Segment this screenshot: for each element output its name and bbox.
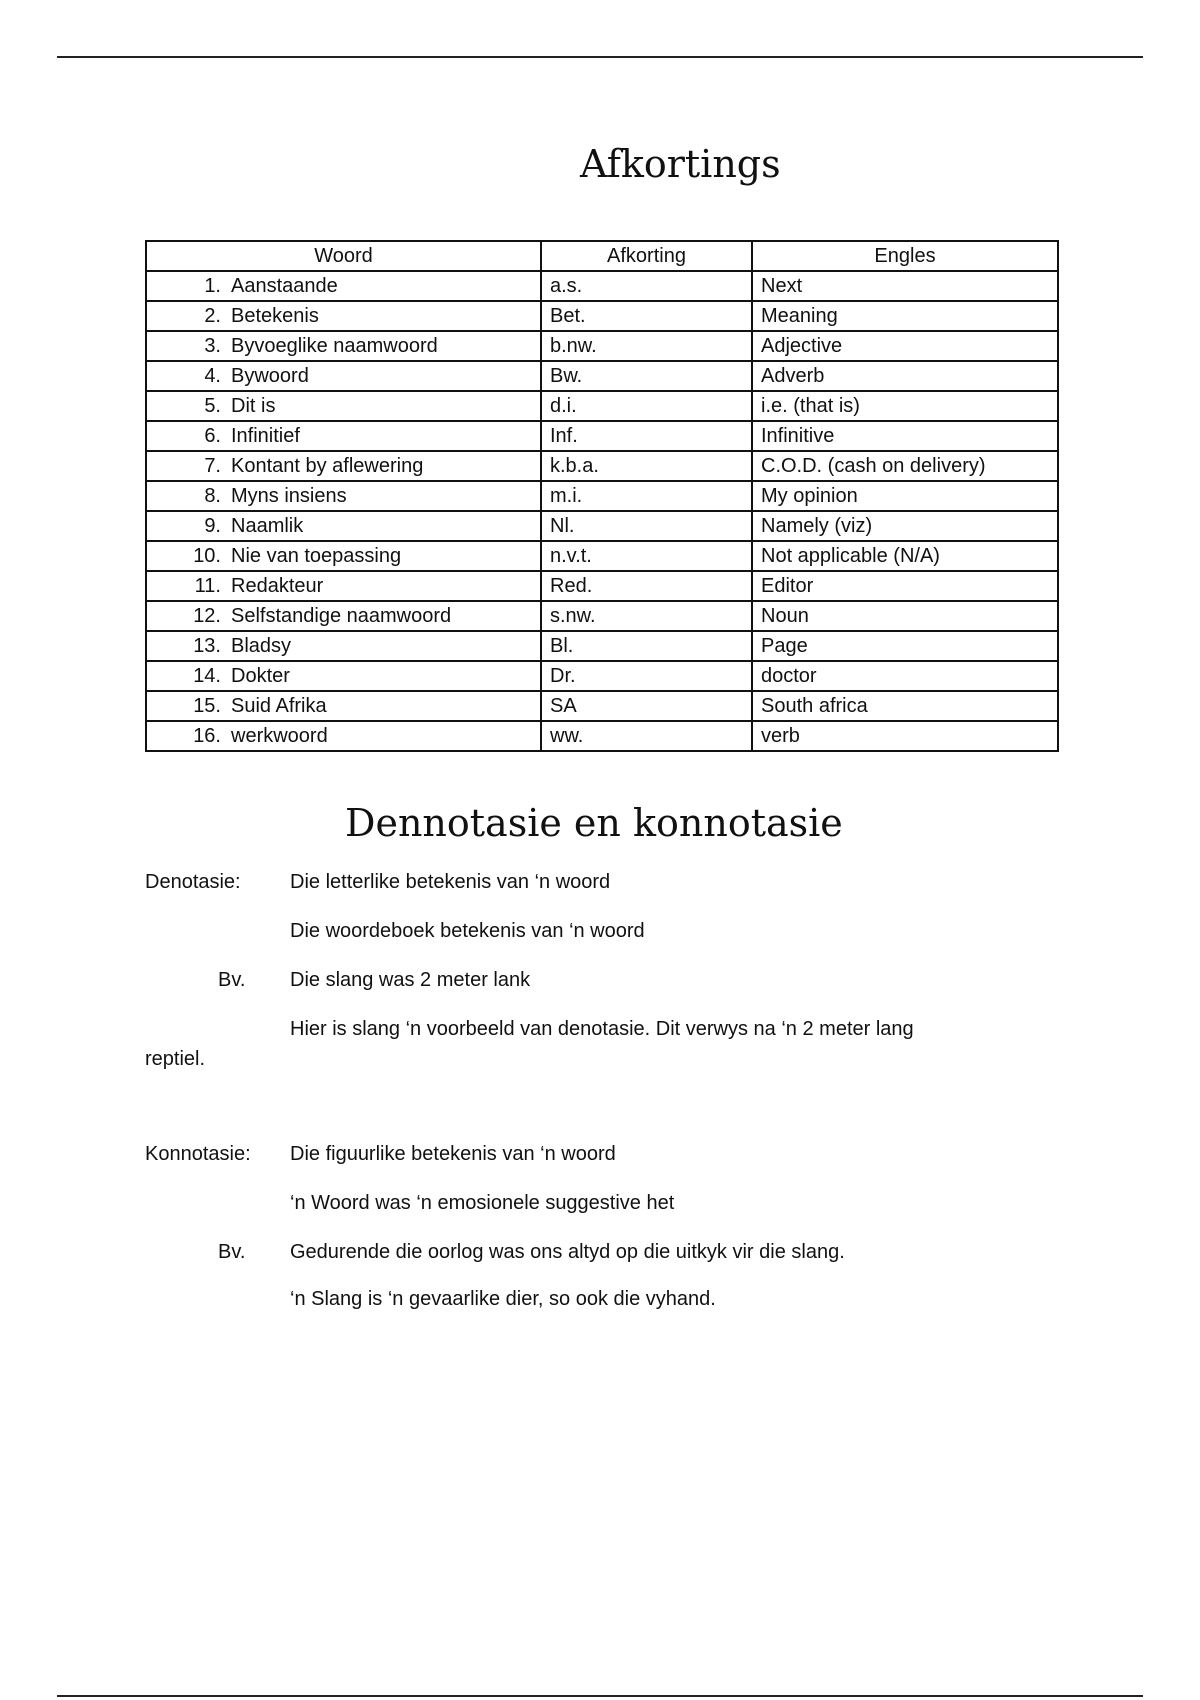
table-body xyxy=(146,271,1058,751)
woord-text: Bladsy xyxy=(231,634,292,657)
row-number: 2. xyxy=(204,304,221,327)
cell-afkorting: Bw. xyxy=(541,361,752,391)
cell-engles: Namely (viz) xyxy=(752,511,1058,541)
denotasie-bv-label: Bv. xyxy=(218,969,246,991)
denotasie-line-1: Die letterlike betekenis van ‘n woord xyxy=(290,871,611,893)
denotasie-explanation-cont: reptiel. xyxy=(145,1048,206,1070)
konnotasie-label: Konnotasie: xyxy=(145,1143,251,1165)
table-row xyxy=(146,421,1058,451)
cell-woord xyxy=(146,631,541,661)
cell-woord xyxy=(146,601,541,631)
denotasie-example: Die slang was 2 meter lank xyxy=(290,969,531,991)
cell-afkorting: m.i. xyxy=(541,481,752,511)
cell-engles: Editor xyxy=(752,571,1058,601)
row-number: 9. xyxy=(204,514,221,537)
row-number: 3. xyxy=(204,334,221,357)
denotasie-explanation: Hier is slang ‘n voorbeeld van denotasie. Dit verwys na ‘n 2 meter lang xyxy=(290,1018,914,1040)
afkortings-title: Afkortings xyxy=(580,142,781,186)
row-number: 13. xyxy=(193,634,221,657)
cell-woord xyxy=(146,541,541,571)
cell-engles: My opinion xyxy=(752,481,1058,511)
cell-woord xyxy=(146,661,541,691)
table-row xyxy=(146,451,1058,481)
woord-text: Dokter xyxy=(231,664,290,687)
table-row xyxy=(146,691,1058,721)
table-row xyxy=(146,301,1058,331)
denotasie-label: Denotasie: xyxy=(145,871,241,893)
row-number: 16. xyxy=(193,724,221,747)
table-row xyxy=(146,541,1058,571)
table-header-row xyxy=(146,241,1058,271)
woord-text: Suid Afrika xyxy=(231,694,327,717)
cell-woord xyxy=(146,721,541,751)
woord-text: Dit is xyxy=(231,394,276,417)
table-row xyxy=(146,631,1058,661)
woord-text: Aanstaande xyxy=(231,274,338,297)
cell-engles: Not applicable (N/A) xyxy=(752,541,1058,571)
row-number: 10. xyxy=(193,544,221,567)
cell-afkorting: k.b.a. xyxy=(541,451,752,481)
konnotasie-bv-label: Bv. xyxy=(218,1241,246,1263)
cell-woord xyxy=(146,421,541,451)
header-woord: Woord xyxy=(146,241,541,271)
cell-afkorting: SA xyxy=(541,691,752,721)
konnotasie-explanation: ‘n Slang is ‘n gevaarlike dier, so ook die vyhand. xyxy=(290,1288,716,1310)
cell-afkorting: d.i. xyxy=(541,391,752,421)
cell-engles: verb xyxy=(752,721,1058,751)
cell-afkorting: a.s. xyxy=(541,271,752,301)
cell-afkorting: ww. xyxy=(541,721,752,751)
dennotasie-title: Dennotasie en konnotasie xyxy=(345,801,843,845)
row-number: 4. xyxy=(204,364,221,387)
denotasie-line-2: Die woordeboek betekenis van ‘n woord xyxy=(290,920,645,942)
woord-text: Infinitief xyxy=(231,424,300,447)
woord-text: Bywoord xyxy=(231,364,309,387)
cell-woord xyxy=(146,331,541,361)
cell-woord xyxy=(146,691,541,721)
woord-text: Redakteur xyxy=(231,574,324,597)
cell-afkorting: Nl. xyxy=(541,511,752,541)
table-row xyxy=(146,271,1058,301)
row-number: 15. xyxy=(193,694,221,717)
cell-woord xyxy=(146,361,541,391)
row-number: 7. xyxy=(204,454,221,477)
woord-text: Betekenis xyxy=(231,304,319,327)
table-row xyxy=(146,601,1058,631)
cell-afkorting: s.nw. xyxy=(541,601,752,631)
woord-text: Selfstandige naamwoord xyxy=(231,604,452,627)
woord-text: Nie van toepassing xyxy=(231,544,402,567)
konnotasie-line-2: ‘n Woord was ‘n emosionele suggestive het xyxy=(290,1192,675,1214)
cell-woord xyxy=(146,451,541,481)
table-row xyxy=(146,481,1058,511)
row-number: 5. xyxy=(204,394,221,417)
cell-engles: Page xyxy=(752,631,1058,661)
cell-engles: Noun xyxy=(752,601,1058,631)
table-row xyxy=(146,361,1058,391)
cell-engles: i.e. (that is) xyxy=(752,391,1058,421)
cell-afkorting: Bet. xyxy=(541,301,752,331)
cell-engles: Meaning xyxy=(752,301,1058,331)
cell-engles: Next xyxy=(752,271,1058,301)
cell-afkorting: n.v.t. xyxy=(541,541,752,571)
top-rule xyxy=(57,56,1143,58)
cell-engles: Infinitive xyxy=(752,421,1058,451)
cell-woord xyxy=(146,391,541,421)
woord-text: Byvoeglike naamwoord xyxy=(231,334,438,357)
woord-text: Kontant by aflewering xyxy=(231,454,424,477)
table-row xyxy=(146,721,1058,751)
cell-engles: Adverb xyxy=(752,361,1058,391)
cell-woord xyxy=(146,511,541,541)
cell-engles: Adjective xyxy=(752,331,1058,361)
table-row xyxy=(146,391,1058,421)
row-number: 11. xyxy=(194,574,221,597)
cell-woord xyxy=(146,571,541,601)
table-row xyxy=(146,511,1058,541)
cell-engles: doctor xyxy=(752,661,1058,691)
konnotasie-line-1: Die figuurlike betekenis van ‘n woord xyxy=(290,1143,616,1165)
row-number: 1. xyxy=(204,274,221,297)
table-row xyxy=(146,661,1058,691)
cell-afkorting: Inf. xyxy=(541,421,752,451)
woord-text: Naamlik xyxy=(231,514,304,537)
cell-woord xyxy=(146,271,541,301)
abbreviations-table xyxy=(145,240,1059,752)
header-engles: Engles xyxy=(752,241,1058,271)
cell-woord xyxy=(146,301,541,331)
header-afkorting: Afkorting xyxy=(541,241,752,271)
cell-afkorting: Red. xyxy=(541,571,752,601)
row-number: 6. xyxy=(204,424,221,447)
row-number: 12. xyxy=(193,604,221,627)
row-number: 8. xyxy=(204,484,221,507)
table-row xyxy=(146,331,1058,361)
woord-text: Myns insiens xyxy=(231,484,347,507)
cell-engles: South africa xyxy=(752,691,1058,721)
woord-text: werkwoord xyxy=(231,724,328,747)
bottom-rule xyxy=(57,1695,1143,1697)
cell-woord xyxy=(146,481,541,511)
konnotasie-example: Gedurende die oorlog was ons altyd op die uitkyk vir die slang. xyxy=(290,1241,845,1263)
row-number: 14. xyxy=(193,664,221,687)
cell-afkorting: Dr. xyxy=(541,661,752,691)
cell-afkorting: b.nw. xyxy=(541,331,752,361)
cell-engles: C.O.D. (cash on delivery) xyxy=(752,451,1058,481)
table-row xyxy=(146,571,1058,601)
cell-afkorting: Bl. xyxy=(541,631,752,661)
